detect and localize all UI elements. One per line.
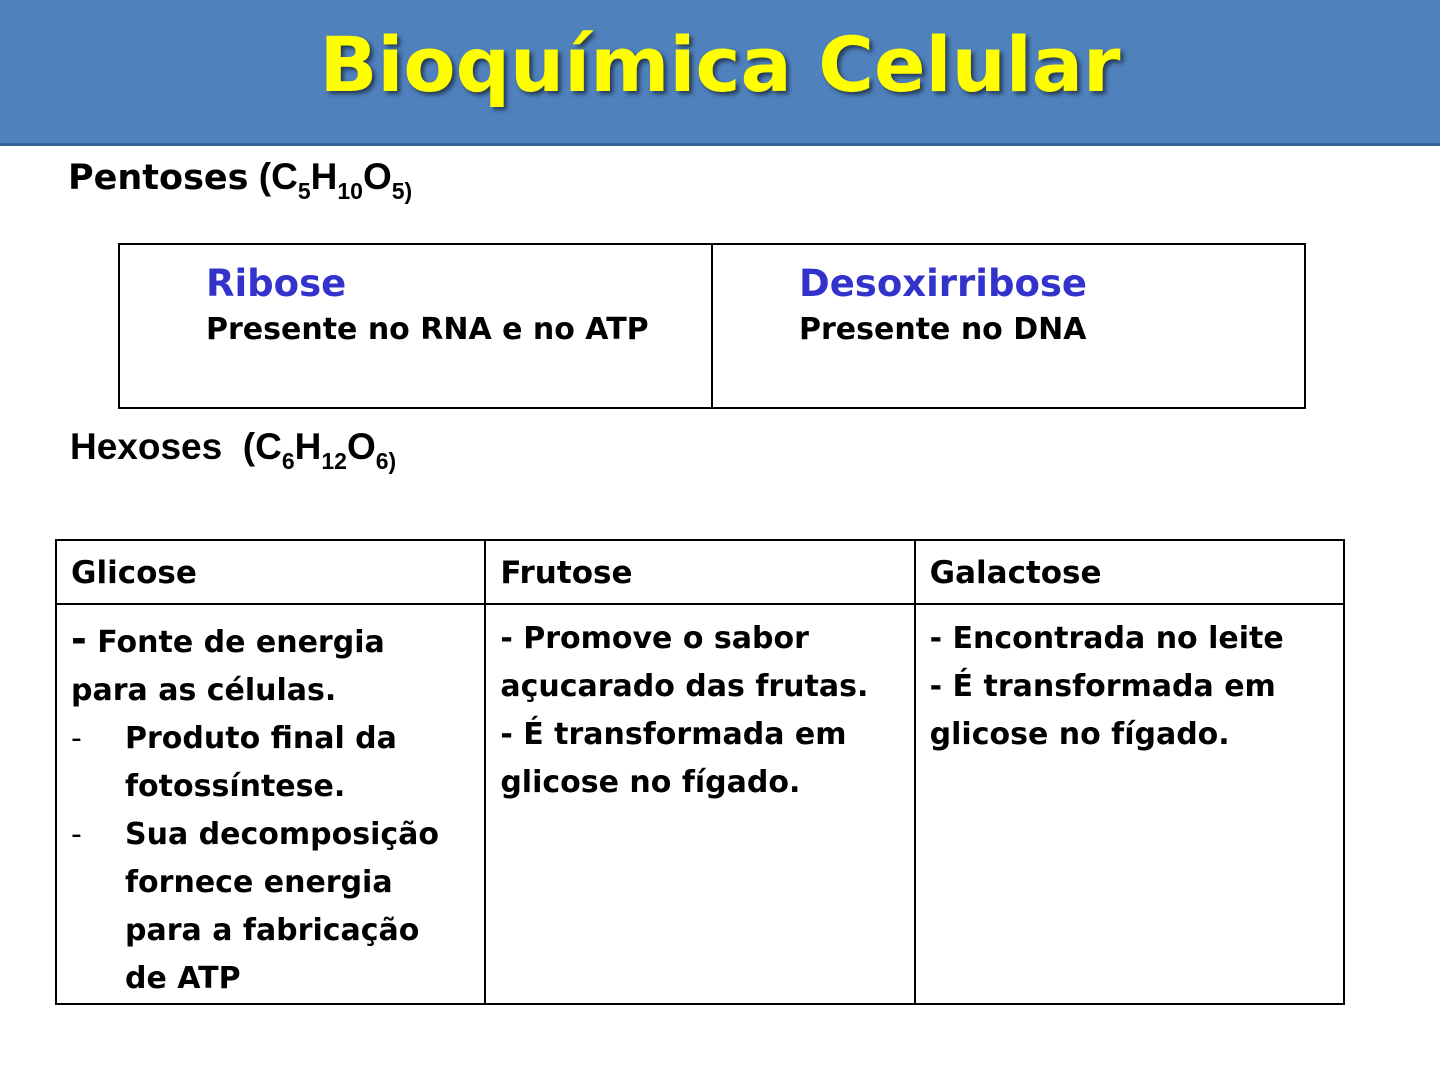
desoxirribose-name: Desoxirribose — [799, 262, 1087, 305]
list-item — [71, 715, 470, 811]
dash-marker: - — [71, 617, 87, 661]
hexoses-formula — [242, 426, 397, 474]
column-header-frutose — [485, 540, 914, 604]
formula-subscript: 10 — [337, 178, 363, 204]
frutose-cell — [485, 604, 914, 1004]
title-bar — [0, 0, 1440, 146]
galactose-cell — [915, 604, 1344, 1004]
desoxirribose-cell — [712, 244, 1305, 408]
hexoses-label: Hexoses — [70, 426, 223, 467]
column-header-galactose — [915, 540, 1344, 604]
column-header-glicose — [56, 540, 485, 604]
formula-subscript: 6) — [375, 448, 397, 474]
desoxirribose-description: Presente no DNA — [799, 312, 1087, 347]
frutose-line: - É transformada em glicose no fígado. — [500, 717, 847, 800]
hexoses-heading — [70, 426, 396, 475]
frutose-line: - Promove o sabor açucarado das frutas. — [500, 621, 869, 704]
column-header-label: Galactose — [929, 555, 1102, 591]
ribose-cell — [119, 244, 712, 408]
formula-part: (C — [242, 426, 282, 467]
formula-part: H — [294, 426, 322, 467]
hexoses-table — [55, 539, 1345, 1005]
column-header-label: Frutose — [500, 555, 633, 591]
column-header-label: Glicose — [71, 555, 197, 591]
formula-subscript: 6 — [281, 448, 295, 474]
glicose-cell — [56, 604, 485, 1004]
formula-part: O — [346, 426, 376, 467]
formula-part: (C — [258, 156, 298, 197]
galactose-line: - É transformada em glicose no fígado. — [929, 669, 1276, 752]
galactose-line: - Encontrada no leite — [929, 621, 1284, 656]
ribose-name: Ribose — [206, 262, 347, 305]
table-row — [56, 604, 1344, 1004]
list-item — [71, 811, 470, 1003]
formula-part: H — [310, 156, 338, 197]
pentoses-formula — [258, 156, 413, 204]
glicose-intro — [71, 615, 470, 715]
list-item-text: Produto final da fotossíntese. — [125, 721, 397, 804]
ribose-description: Presente no RNA e no ATP — [206, 312, 649, 347]
slide-title: Bioquímica Celular — [319, 20, 1121, 109]
formula-part: O — [362, 156, 392, 197]
glicose-intro-text: Fonte de energia para as células. — [71, 625, 385, 708]
dash-marker: - — [71, 721, 82, 756]
pentoses-heading — [68, 156, 412, 205]
table-header-row — [56, 540, 1344, 604]
formula-subscript: 5) — [391, 178, 413, 204]
formula-subscript: 5 — [297, 178, 311, 204]
pentoses-table — [118, 243, 1306, 409]
dash-marker: - — [71, 817, 82, 852]
list-item-text: Sua decomposição fornece energia para a fabricação de ATP — [125, 817, 439, 996]
pentoses-label: Pentoses — [68, 158, 249, 198]
formula-subscript: 12 — [321, 448, 347, 474]
